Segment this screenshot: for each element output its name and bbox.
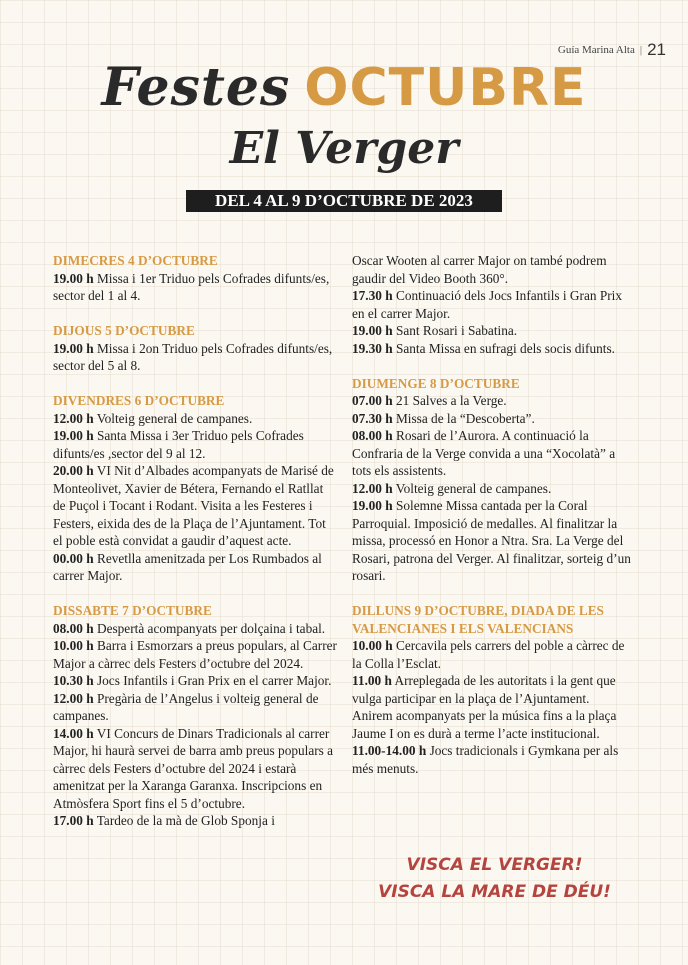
day-title: DILLUNS 9 D’OCTUBRE, DIADA DE LES VALENCIANES I ELS VALENCIANS (352, 603, 604, 636)
schedule-entry (53, 637, 338, 672)
entry-time: 19.00 h (352, 323, 393, 338)
entry-time: 00.00 h (53, 550, 94, 566)
entry-text: Anirem acompanyats per la música fins a la plaça Jaume I on es durà a terme l’acte institucional. (352, 708, 617, 741)
closing-line-1: VISCA EL VERGER! (406, 855, 583, 875)
schedule-entry (53, 270, 338, 305)
day-block (53, 602, 338, 830)
day-block (352, 252, 637, 357)
entry-text: 21 Salves a la Verge. (395, 393, 507, 408)
entry-text: Cercavila pels carrers del poble a càrrec de la Colla l’Esclat. (352, 638, 625, 671)
entry-text: Missa i 1er Triduo pels Cofrades difunts/es, sector del 1 al 4. (53, 270, 330, 303)
title-festes: Festes (101, 57, 291, 118)
schedule-entry (53, 550, 338, 585)
closing-slogan (352, 852, 637, 906)
entry-text: VI Nit d’Albades acompanyats de Marisé de Monteolivet, Xavier de Bétera, Fernando el Ratllat de Puçol i Tocant i Rodant. Visita a les Festeres i Festers, eixida des de la Plaça de l’Ajuntament. Tot el poble està convidat a gaudir d’aquest acte. (53, 463, 334, 548)
entry-time: 12.00 h (53, 690, 94, 706)
title-town: El Verger (229, 123, 459, 174)
day-title: DIVENDRES 6 D’OCTUBRE (53, 393, 225, 408)
schedule-entry (53, 672, 338, 690)
closing-line-2: VISCA LA MARE DE DÉU! (378, 882, 611, 902)
schedule-entry (53, 690, 338, 725)
title-octubre: OCTUBRE (304, 58, 587, 118)
day-block (53, 252, 338, 305)
schedule-entry (53, 725, 338, 813)
entry-text: Solemne Missa cantada per la Coral Parroquial. Imposició de medalles. Al finalitzar la missa, processó en Honor a Ntra. Sra. La Verge del Rosari, patrona del Verger. Al finalitzar, sorteig d’un rosari. (352, 498, 631, 583)
entry-time: 10.00 h (352, 638, 393, 653)
day-block (53, 322, 338, 375)
entry-text: Despertà acompanyats per dolçaina i tabal. (96, 620, 326, 636)
entry-time: 19.00 h (352, 498, 393, 513)
entry-time: 17.00 h (53, 813, 94, 828)
day-title: DIJOUS 5 D’OCTUBRE (53, 323, 195, 338)
date-banner: DEL 4 AL 9 D’OCTUBRE DE 2023 (186, 190, 502, 212)
schedule-entry (352, 340, 637, 358)
day-title: DIMECRES 4 D’OCTUBRE (53, 253, 218, 268)
entry-text: Missa i 2on Triduo pels Cofrades difunts/es, sector del 5 al 8. (53, 340, 333, 373)
entry-time: 07.00 h (352, 393, 393, 408)
entry-text: Barra i Esmorzars a preus populars, al Carrer Major a càrrec dels Festers d’octubre del 2024. (53, 638, 337, 671)
entry-text: Volteig general de campanes. (395, 480, 552, 496)
entry-text: Jocs tradicionals i Gymkana per als més menuts. (352, 743, 619, 776)
entry-time: 19.30 h (352, 340, 393, 356)
entry-time: 08.00 h (352, 428, 393, 443)
entry-time: 19.00 h (53, 270, 94, 286)
entry-text: Sant Rosari i Sabatina. (395, 323, 518, 338)
entry-text: Pregària de l’Angelus i volteig general de campanes. (53, 690, 319, 723)
entry-time: 12.00 h (352, 480, 393, 496)
entry-time: 10.30 h (53, 673, 94, 688)
entry-text: Missa de la “Descoberta”. (395, 410, 535, 426)
entry-time: 19.00 h (53, 340, 94, 356)
publication-name: Guía Marina Alta (557, 44, 635, 56)
entry-text: Arreplegada de les autoritats i la gent que vulga participar en la plaça de l’Ajuntament. (352, 673, 616, 706)
entry-time: 08.00 h (53, 620, 94, 636)
schedule-entry (53, 462, 338, 550)
schedule-entry (352, 322, 637, 340)
day-block (53, 392, 338, 585)
title-main (0, 58, 688, 119)
entry-text: Jocs Infantils i Gran Prix en el carrer Major. (96, 673, 332, 688)
schedule-entry (352, 742, 637, 777)
title-block (0, 58, 688, 175)
schedule-entry (53, 812, 338, 830)
entry-time: 14.00 h (53, 725, 94, 741)
entry-text: Santa Missa en sufragi dels socis difunts. (395, 340, 615, 356)
entry-time: 11.00-14.00 h (352, 743, 427, 758)
schedule-entry (352, 707, 637, 742)
entry-text: Continuació dels Jocs Infantils i Gran Prix en el carrer Major. (352, 288, 622, 321)
schedule-entry (53, 427, 338, 462)
entry-time: 10.00 h (53, 638, 94, 653)
schedule-entry (53, 340, 338, 375)
day-block (352, 375, 637, 585)
day-title: DIUMENGE 8 D’OCTUBRE (352, 375, 520, 391)
page-header (558, 40, 666, 60)
schedule-entry (352, 427, 637, 480)
schedule-entry (352, 252, 637, 287)
entry-time: 20.00 h (53, 463, 94, 478)
entry-text: VI Concurs de Dinars Tradicionals al carrer Major, hi haurà servei de barra amb preus populars a càrrec dels Festers d’octubre del 2024 i estarà amenitzat per la Xaranga Garanxa. Inscripcions en Atmòsfera Sport fins el 5 d’octubre. (53, 725, 334, 811)
schedule-entry (352, 392, 637, 410)
left-column (53, 252, 338, 847)
entry-text: Revetlla amenitzada per Los Rumbados al carrer Major. (53, 550, 322, 583)
right-column (352, 252, 637, 795)
entry-text: Tardeo de la mà de Glob Sponja i (96, 813, 275, 828)
schedule-entry (352, 672, 637, 707)
day-block (352, 602, 637, 777)
entry-text: Rosari de l’Aurora. A continuació la Confraria de la Verge convida a una “Xocolatà” a tots els assistents. (352, 428, 616, 478)
schedule-entry (53, 410, 338, 428)
entry-text: Volteig general de campanes. (96, 410, 253, 426)
schedule-entry (352, 410, 637, 428)
entry-time: 12.00 h (53, 410, 94, 426)
schedule-entry (352, 497, 637, 585)
page-number: 21 (647, 40, 666, 59)
entry-time: 07.30 h (352, 410, 393, 426)
schedule-entry (352, 637, 637, 672)
entry-time: 11.00 h (352, 673, 392, 688)
day-title: DISSABTE 7 D’OCTUBRE (53, 603, 212, 618)
schedule-entry (53, 620, 338, 638)
entry-time: 17.30 h (352, 288, 393, 303)
entry-text: Oscar Wooten al carrer Major on també podrem gaudir del Video Booth 360°. (352, 253, 607, 286)
schedule-entry (352, 480, 637, 498)
header-separator: | (639, 44, 643, 56)
entry-time: 19.00 h (53, 428, 94, 443)
schedule-entry (352, 287, 637, 322)
entry-text: Santa Missa i 3er Triduo pels Cofrades difunts/es ,sector del 9 al 12. (53, 428, 304, 461)
